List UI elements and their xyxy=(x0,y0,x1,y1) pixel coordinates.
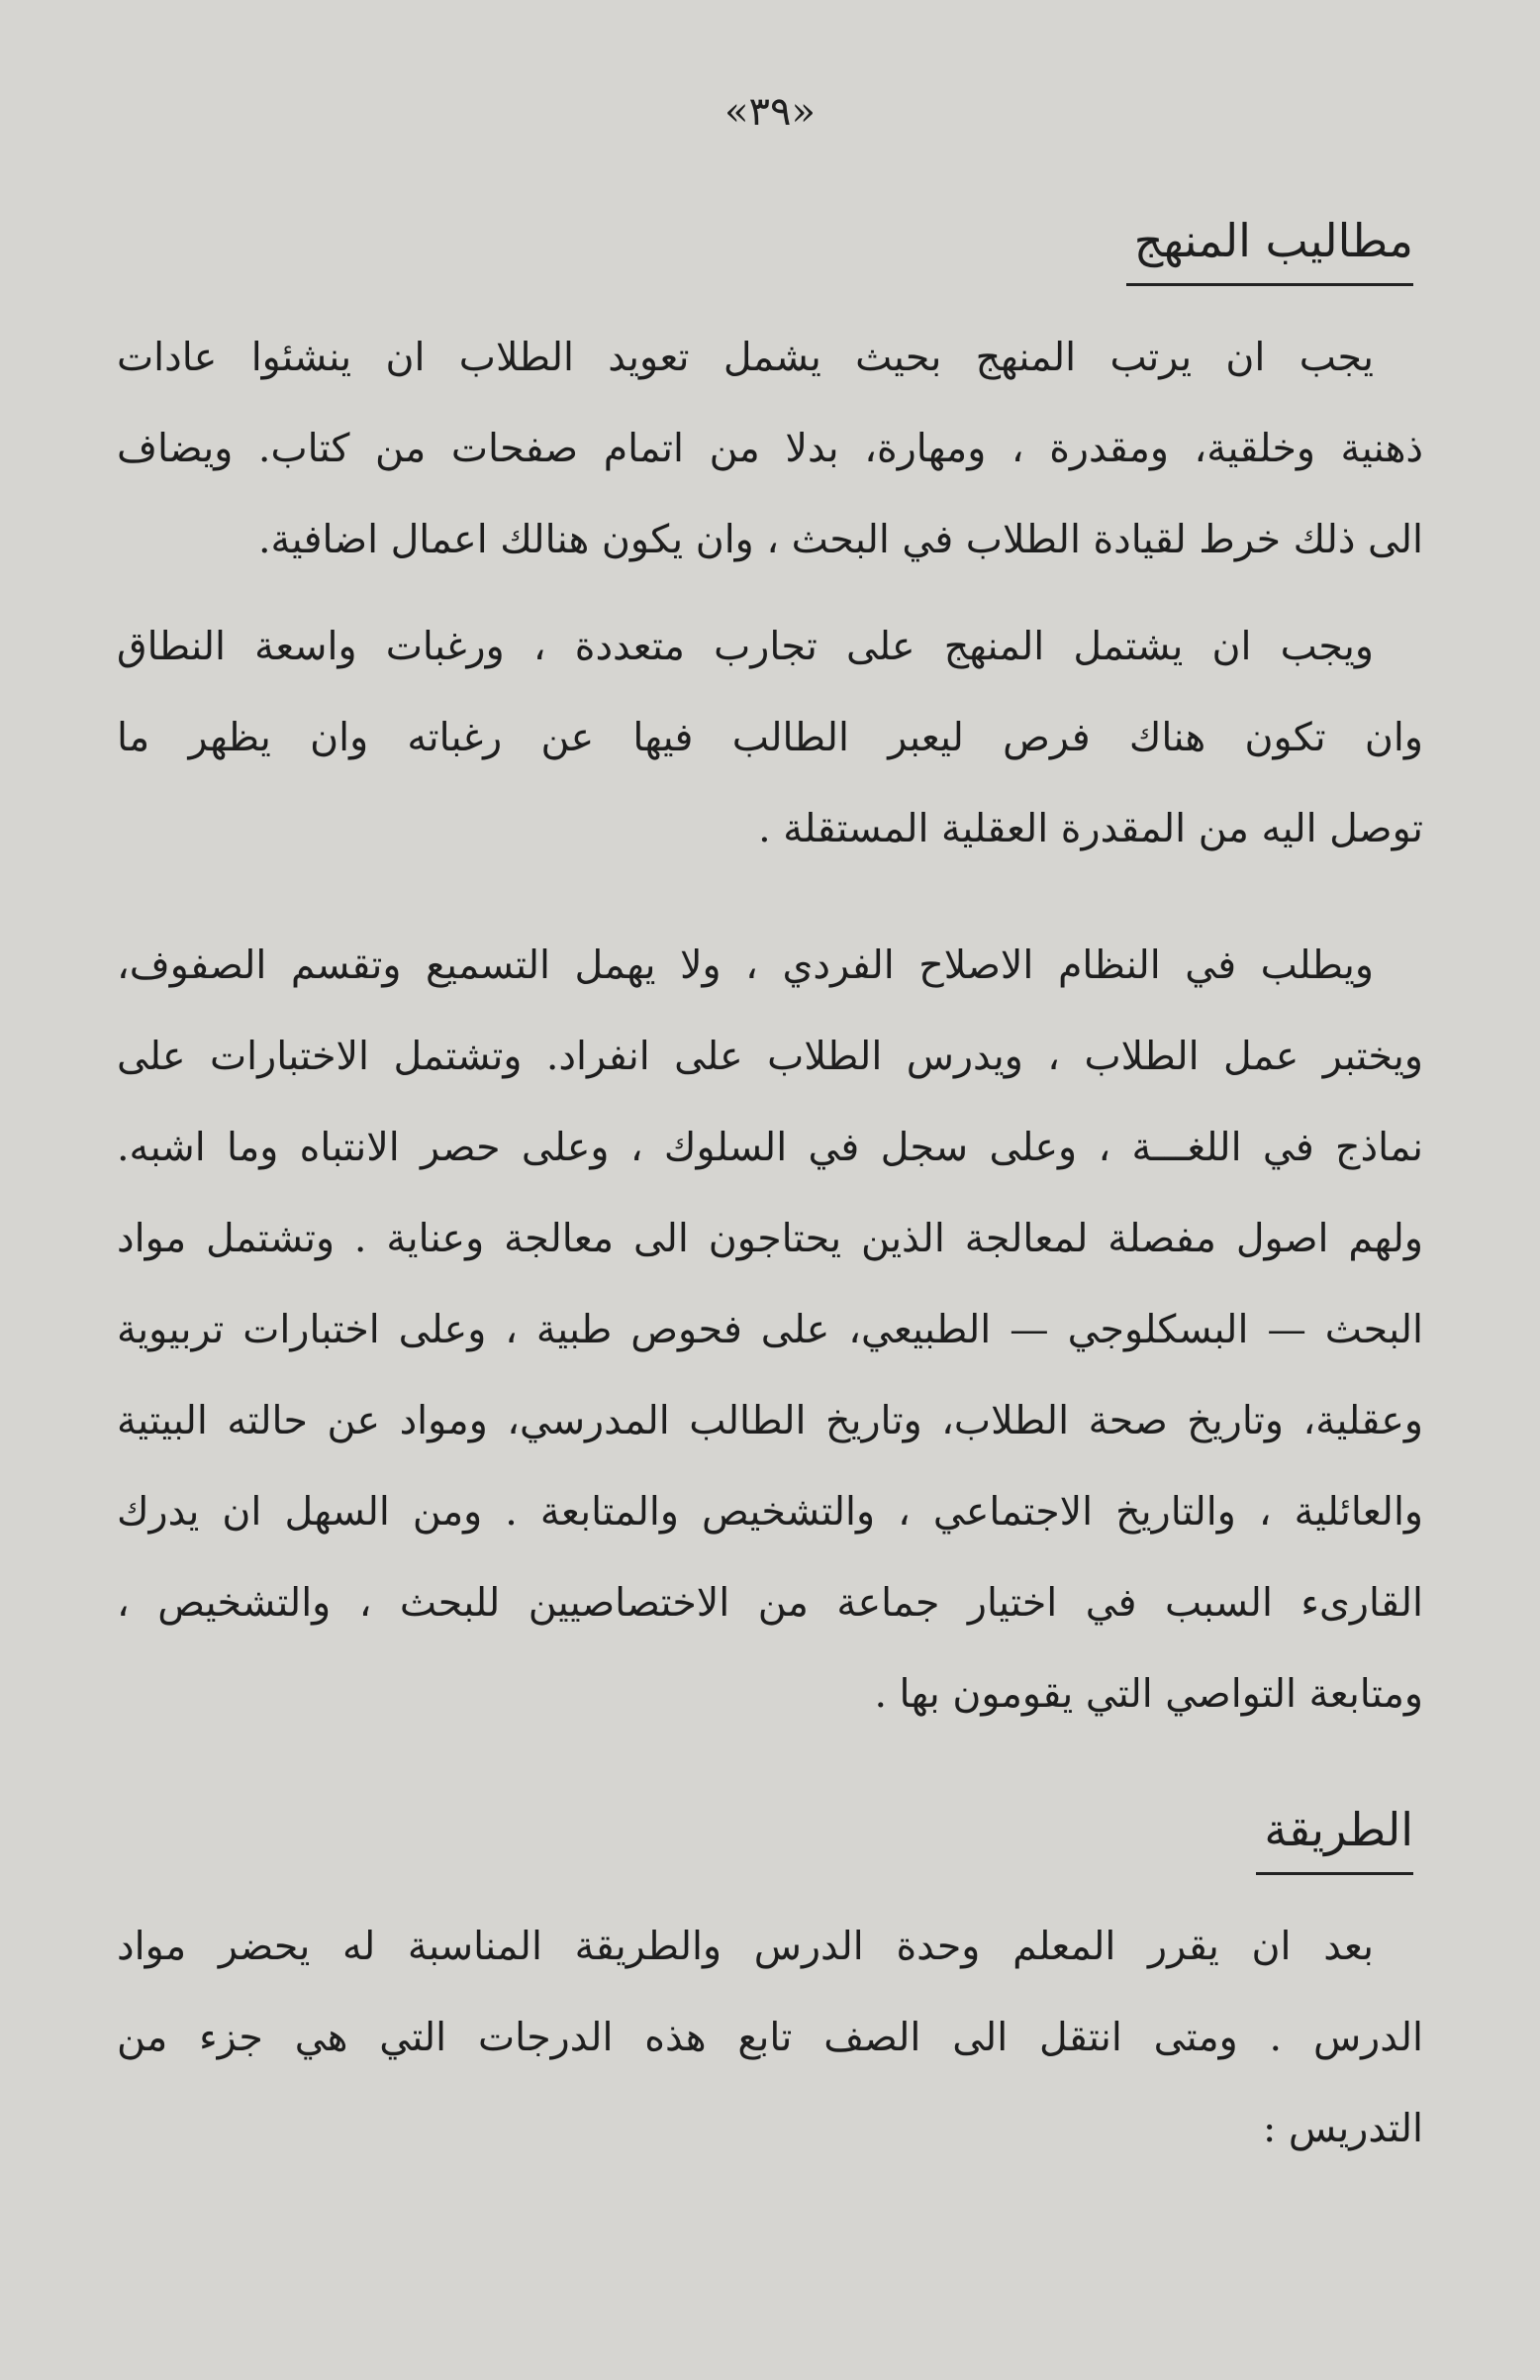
section-method xyxy=(117,1795,1423,2174)
text-line: ومتابعة التواصي التي يقومون بها . xyxy=(874,1671,1423,1717)
paragraph xyxy=(117,601,1423,874)
paragraph xyxy=(117,312,1423,585)
paragraph xyxy=(117,920,1423,1739)
section-requirements xyxy=(117,206,1423,1739)
text-line: يجب ان يرتب المنهج بحيث يشمل تعويد الطلاب ان ينشئوا عادات xyxy=(117,335,1374,380)
text-line: البحث — البسكلوجي — الطبيعي، على فحوص طبية ، وعلى اختبارات تربيوية xyxy=(117,1307,1423,1352)
text-line: توصل اليه من المقدرة العقلية المستقلة . xyxy=(758,806,1423,851)
section-heading: مطاليب المنهج xyxy=(1126,206,1413,286)
text-line: ويجب ان يشتمل المنهج على تجارب متعددة ، ورغبات واسعة النطاق xyxy=(117,624,1374,669)
section-heading: الطريقة xyxy=(1256,1795,1413,1875)
text-line: والعائلية ، والتاريخ الاجتماعي ، والتشخيص والمتابعة . ومن السهل ان يدرك xyxy=(117,1489,1423,1535)
text-line: وان تكون هناك فرص ليعبر الطالب فيها عن رغباته وان يظهر ما xyxy=(117,715,1423,760)
text-line: التدريس : xyxy=(1263,2106,1423,2151)
text-line: ويطلب في النظام الاصلاح الفردي ، ولا يهمل التسميع وتقسم الصفوف، xyxy=(117,942,1374,988)
text-line: ويختبر عمل الطلاب ، ويدرس الطلاب على انفراد. وتشتمل الاختبارات على xyxy=(117,1034,1423,1079)
text-line: وعقلية، وتاريخ صحة الطلاب، وتاريخ الطالب المدرسي، ومواد عن حالته البيتية xyxy=(117,1398,1423,1443)
text-line: ولهم اصول مفصلة لمعالجة الذين يحتاجون الى معالجة وعناية . وتشتمل مواد xyxy=(117,1216,1423,1261)
text-line: الدرس . ومتى انتقل الى الصف تابع هذه الدرجات التي هي جزء من xyxy=(117,2015,1423,2060)
text-line: ذهنية وخلقية، ومقدرة ، ومهارة، بدلا من اتمام صفحات من كتاب. ويضاف xyxy=(117,426,1423,471)
text-line: بعد ان يقرر المعلم وحدة الدرس والطريقة المناسبة له يحضر مواد xyxy=(117,1924,1374,1969)
paragraph xyxy=(117,1901,1423,2174)
page-number: «٣٩» xyxy=(724,89,816,135)
text-line: نماذج في اللغـــة ، وعلى سجل في السلوك ، وعلى حصر الانتباه وما اشبه. xyxy=(117,1125,1423,1170)
text-line: القارىء السبب في اختيار جماعة من الاختصاصيين للبحث ، والتشخيص ، xyxy=(117,1580,1423,1626)
text-line: الى ذلك خرط لقيادة الطلاب في البحث ، وان يكون هنالك اعمال اضافية. xyxy=(257,517,1423,562)
